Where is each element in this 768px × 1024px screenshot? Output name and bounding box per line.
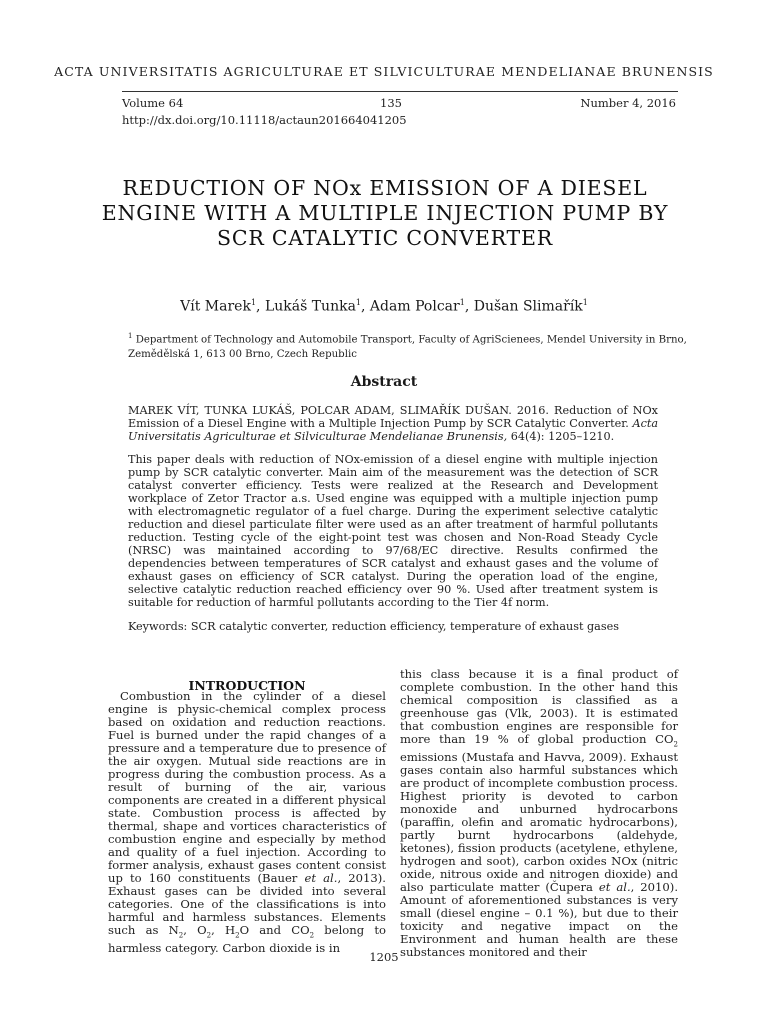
author-list: Vít Marek$^1$, Lukáš Tunka$^1$, Adam Polcar$^1$, Dušan Slimařík$^1$ [180,298,588,315]
author-affiliation-mark: 1 [582,298,588,307]
paper-title: REDUCTION OF NOx EMISSION OF A DIESEL ENGINE WITH A MULTIPLE INJECTION PUMP BY SCR CATALYTIC CONVERTER [101,176,669,250]
abstract-body: This paper deals with reduction of NOx-emission of a diesel engine with multiple injection pump by SCR catalytic converter. Main aim of the measurement was the detection of SCR catalyst converter efficiency. Tests were realized at the Research and Development workplace of Zetor Tractor a.s. Used engine was equipped with a multiple injection pump with electromagnetic regulator of a fuel charge. During the experiment selective catalytic reduction and diesel particulate filter were used as an after treatment of harmful pollutants reduction. Testing cycle of the eight-point test was chosen and Non-Road Steady Cycle (NRSC) was maintained according to 97/68/EC directive. Results confirmed the dependencies between temperatures of SCR catalyst and exhaust gases and the volume of exhaust gases on efficiency of SCR catalyst. During the operation load of the engine, selective catalytic reduction reached efficiency over 90 %. Used after treatment system is suitable for reduction of harmful pollutants according to the Tier 4f norm. [128,453,658,609]
header-rule [122,91,678,92]
author-name: Lukáš Tunka [264,298,356,315]
page-number: 1205 [369,950,399,964]
author-name: Adam Polcar [369,298,460,315]
affiliation [128,329,688,362]
affiliation-text: Department of Technology and Automobile Transport, Faculty of AgriScienees, Mendel University in Brno, Zemědělská 1, 613 00 Brno, Czech Republic [128,334,687,361]
right-column [400,668,678,959]
doi-link[interactable]: http://dx.doi.org/10.11118/actaun201664041205 [122,113,407,127]
citation-suffix: 64(4): 1205–1210. [507,430,615,443]
affiliation-mark: 1 [128,332,133,340]
author-affiliation-mark: 1 [355,298,362,307]
volume-label: Volume 64 [122,96,184,110]
issue-page-number: 135 [380,96,402,110]
keywords: Keywords: SCR catalytic converter, reduction efficiency, temperature of exhaust gases [128,620,619,633]
issue-number: Number 4, 2016 [580,96,676,110]
author-affiliation-mark: 1 [459,298,465,307]
introduction-paragraph-left: Combustion in the cylinder of a diesel engine is physic-chemical complex process based on oxidation and reduction reactions. Fuel is burned under the rapid changes of a pressure and a temperature due to presence of the air oxygen. Mutual side reactions are in progress during the combustion process. As a result of burning of the air, various components are created in a different physical state. Combustion process is affected by thermal, shape and vortices characteristics of combustion engine and especially by method and quality of a fuel injection. According to former analysis, exhaust gases content consist up to 160 constituents (Bauer et al., 2013). Exhaust gases can be divided into several categories. One of the classifications is into harmful and harmless substances. Elements such as $N_2$, $O_2$, $H_2O$ and $CO_2$ belong to harmless category. Carbon dioxide is in [108,689,387,956]
author-name: Vít Marek [180,298,251,315]
abstract-heading: Abstract [350,374,418,390]
introduction-paragraph-right: this class because it is a final product of complete combustion. In the other hand this chemical composition is classified as a greenhouse gas (Vlk, 2003). It is estimated that combustion engines are responsible for more than 19 % of global production $CO_2$ emissions (Mustafa and Havva, 2009). Exhaust gases contain also harmful substances which are product of incomplete combustion process. Highest priority is devoted to carbon monoxide and unburned hydrocarbons (paraffin, olefin and aromatic hydrocarbons), partly burnt hydrocarbons (aldehyde, ketones), fission products (acetylene, ethylene, hydrogen and soot), carbon oxides NOx (nitric oxide, nitrous oxide and nitrogen dioxide) and also particulate matter (Čupera et al., 2010). Amount of aforementioned substances is very small (diesel engine – 0.1 %), but due to their toxicity and negative impact on the Environment and human health are these substances monitored and their [400,667,679,960]
author-name: Dušan Slimařík [473,298,583,315]
citation-prefix: MAREK VÍT, TUNKA LUKÁŠ, POLCAR ADAM, SLIMAŘÍK DUŠAN. 2016. Reduction of NOx Emission of a Diesel Engine with a Multiple Injection Pump by SCR Catalytic Converter. [128,404,658,430]
author-affiliation-mark: 1 [250,298,257,307]
left-column [108,690,386,955]
citation [128,404,658,443]
citation-journal: Acta Universitatis Agriculturae et Silviculturae Mendelianae Brunensis, [128,417,658,443]
introduction-heading: INTRODUCTION [188,678,306,693]
journal-name: ACTA UNIVERSITATIS AGRICULTURAE ET SILVICULTURAE MENDELIANAE BRUNENSIS [54,64,714,79]
